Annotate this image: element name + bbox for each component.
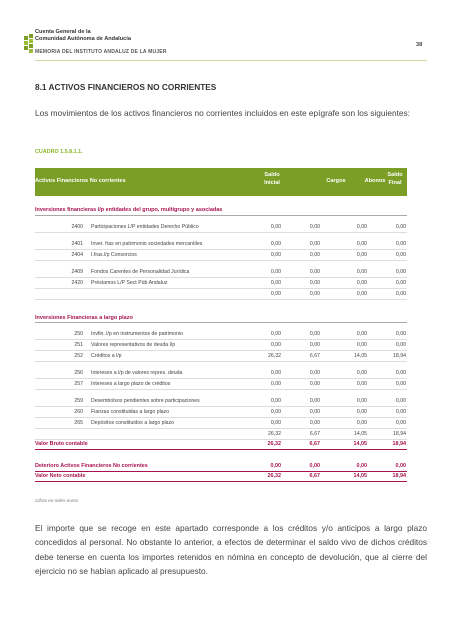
abonos-cell: 0,00 bbox=[356, 251, 367, 258]
saldo-final-cell: 0,00 bbox=[395, 251, 406, 258]
cargos-cell: 0,00 bbox=[309, 223, 320, 230]
group-title-largo-plazo: Inversiones Financieras a largo plazo bbox=[35, 312, 407, 324]
abonos-cell: 0,00 bbox=[356, 331, 367, 337]
table-header bbox=[35, 168, 407, 196]
group-rows-grupo bbox=[35, 216, 407, 289]
saldo-final-cell: 0,00 bbox=[395, 342, 406, 348]
valor-neto-row bbox=[35, 472, 407, 482]
valor-neto-saldo-final: 18,94 bbox=[392, 473, 406, 479]
account-code: 257 bbox=[74, 381, 83, 387]
cargos-cell: 0,00 bbox=[309, 268, 320, 275]
cargos-cell: 0,00 bbox=[309, 331, 320, 337]
abonos-cell: 0,00 bbox=[356, 223, 367, 230]
page-number: 38 bbox=[416, 42, 423, 48]
header-abonos: Abonos bbox=[364, 178, 386, 184]
saldo-final-cell: 0,00 bbox=[395, 370, 406, 376]
table-row bbox=[35, 390, 407, 407]
account-code: 259 bbox=[74, 398, 83, 404]
intro-paragraph: Los movimientos de los activos financieros no corrientes incluidos en este epígrafe son los siguientes: bbox=[35, 108, 410, 118]
cargos-cell: 6,67 bbox=[309, 353, 320, 359]
valor-bruto-saldo-final: 18,94 bbox=[392, 441, 406, 447]
subtotal-row-largo-plazo bbox=[35, 429, 407, 440]
saldo-final-cell: 0,00 bbox=[395, 331, 406, 337]
saldo-inicial-cell: 0,00 bbox=[270, 268, 281, 275]
deterioro-saldo-final: 0,00 bbox=[395, 463, 406, 469]
account-description: Depósitos constituidos a largo plazo bbox=[91, 420, 175, 426]
subtotal-cargos: 0,00 bbox=[309, 290, 320, 297]
account-code: 2404 bbox=[71, 251, 83, 258]
saldo-final-cell: 0,00 bbox=[395, 279, 406, 286]
table-row bbox=[35, 379, 407, 390]
header-divider bbox=[35, 60, 427, 61]
valor-bruto-label: Valor Bruto contable bbox=[35, 441, 88, 447]
valor-bruto-saldo-inicial: 26,32 bbox=[267, 441, 281, 447]
group-rows-largo-plazo bbox=[35, 323, 407, 429]
valor-bruto-abonos: 14,05 bbox=[353, 441, 367, 447]
saldo-inicial-cell: 0,00 bbox=[270, 420, 281, 426]
saldo-inicial-cell: 0,00 bbox=[270, 279, 281, 286]
cargos-cell: 0,00 bbox=[309, 398, 320, 404]
saldo-inicial-cell: 0,00 bbox=[270, 240, 281, 247]
account-description: Intereses a largo plazo de créditos bbox=[91, 381, 171, 387]
table-row bbox=[35, 340, 407, 351]
abonos-cell: 0,00 bbox=[356, 240, 367, 247]
memoria-title: MEMORIA DEL INSTITUTO ANDALUZ DE LA MUJER bbox=[35, 49, 167, 55]
abonos-cell: 0,00 bbox=[356, 370, 367, 376]
subtotal-abonos: 0,00 bbox=[356, 290, 367, 297]
abonos-cell: 14,05 bbox=[354, 353, 367, 359]
table-row bbox=[35, 278, 407, 289]
account-code: 251 bbox=[74, 342, 83, 348]
account-code: 252 bbox=[74, 353, 83, 359]
account-description: Desembolsos pendientes sobre participaciones bbox=[91, 398, 200, 404]
table-row bbox=[35, 261, 407, 278]
subtotal-saldo-final: 0,00 bbox=[395, 290, 406, 297]
account-code: 2420 bbox=[71, 279, 83, 286]
table-row bbox=[35, 250, 407, 261]
abonos-cell: 0,00 bbox=[356, 381, 367, 387]
account-code: 2401 bbox=[71, 240, 83, 247]
account-description: Fianzas constituidas a largo plazo bbox=[91, 409, 170, 415]
financial-assets-table bbox=[35, 168, 407, 482]
subtotal-row-grupo bbox=[35, 289, 407, 300]
abonos-cell: 0,00 bbox=[356, 398, 367, 404]
header-saldo-final-line1: Saldo bbox=[387, 172, 403, 178]
closing-paragraph: El importe que se recoge en este apartado corresponde a los créditos y/o anticipos a largo plazo concedidos al personal. No obstante lo anterior, a efectos de determinar el saldo vivo de dichos créditos debe tenerse en cuenta los importes retenidos en nómina en concepto de devolución, que al cierre del ejercicio no se habían aplicado al presupuesto. bbox=[35, 523, 427, 577]
table-row bbox=[35, 362, 407, 379]
org-line-1: Cuenta General de la bbox=[35, 29, 91, 35]
valor-bruto-cargos: 6,67 bbox=[309, 441, 320, 447]
table-row bbox=[35, 407, 407, 418]
table-row bbox=[35, 351, 407, 362]
saldo-inicial-cell: 0,00 bbox=[270, 223, 281, 230]
valor-neto-label: Valor Neto contable bbox=[35, 473, 86, 479]
cargos-cell: 0,00 bbox=[309, 279, 320, 286]
deterioro-saldo-inicial: 0,00 bbox=[270, 463, 281, 469]
account-description: I.fras.l/p Consorcios bbox=[91, 251, 137, 258]
subtotal-saldo-inicial: 26,32 bbox=[268, 431, 281, 437]
saldo-inicial-cell: 0,00 bbox=[270, 409, 281, 415]
account-description: Préstamos L/P Sect Púb Andaluz bbox=[91, 279, 168, 286]
valor-neto-abonos: 14,05 bbox=[353, 473, 367, 479]
header-title: Activos Financieros No corrientes bbox=[35, 178, 126, 184]
valor-neto-cargos: 6,67 bbox=[309, 473, 320, 479]
deterioro-row bbox=[35, 462, 407, 472]
saldo-inicial-cell: 0,00 bbox=[270, 342, 281, 348]
subtotal-abonos: 14,05 bbox=[354, 431, 367, 437]
table-row bbox=[35, 323, 407, 340]
valor-bruto-row bbox=[35, 440, 407, 450]
saldo-final-cell: 0,00 bbox=[395, 420, 406, 426]
cargos-cell: 0,00 bbox=[309, 409, 320, 415]
saldo-inicial-cell: 26,32 bbox=[268, 353, 281, 359]
account-description: Valores representativos de deuda l/p bbox=[91, 342, 176, 348]
subtotal-saldo-inicial: 0,00 bbox=[270, 290, 281, 297]
section-title: 8.1 ACTIVOS FINANCIEROS NO CORRIENTES bbox=[35, 82, 217, 92]
abonos-cell: 0,00 bbox=[356, 342, 367, 348]
header-saldo-final-line2: Final bbox=[388, 179, 402, 186]
account-description: Participaciones L/P entidades Derecho Público bbox=[91, 223, 199, 230]
account-description: Inver. fras en patrimonio sociedades mercantiles bbox=[91, 240, 203, 247]
cargos-cell: 0,00 bbox=[309, 420, 320, 426]
header-cargos: Cargos bbox=[326, 178, 346, 184]
account-code: 2409 bbox=[71, 268, 83, 275]
account-code: 250 bbox=[74, 331, 83, 337]
header-saldo-inicial-line1: Saldo bbox=[264, 172, 280, 178]
cargos-cell: 0,00 bbox=[309, 381, 320, 387]
table-row bbox=[35, 418, 407, 429]
deterioro-cargos: 0,00 bbox=[309, 463, 320, 469]
account-description: Créditos a l/p bbox=[91, 353, 122, 359]
abonos-cell: 0,00 bbox=[356, 268, 367, 275]
saldo-inicial-cell: 0,00 bbox=[270, 398, 281, 404]
saldo-final-cell: 0,00 bbox=[395, 398, 406, 404]
table-row bbox=[35, 216, 407, 233]
organization-name bbox=[35, 29, 131, 43]
saldo-final-cell: 0,00 bbox=[395, 223, 406, 230]
account-code: 265 bbox=[74, 420, 83, 426]
saldo-final-cell: 0,00 bbox=[395, 409, 406, 415]
cargos-cell: 0,00 bbox=[309, 342, 320, 348]
saldo-inicial-cell: 0,00 bbox=[270, 370, 281, 376]
abonos-cell: 0,00 bbox=[356, 420, 367, 426]
page-header bbox=[0, 0, 452, 62]
saldo-final-cell: 0,00 bbox=[395, 268, 406, 275]
valor-neto-saldo-inicial: 26,32 bbox=[267, 473, 281, 479]
group-title-grupo: Inversiones financieras l/p entidades del grupo, multigrupo y asociadas bbox=[35, 204, 407, 216]
header-saldo-final bbox=[380, 172, 410, 187]
cargos-cell: 0,00 bbox=[309, 370, 320, 376]
units-note: Cifras en miles euros bbox=[35, 498, 79, 503]
org-line-2: Comunidad Autónoma de Andalucía bbox=[35, 36, 131, 42]
saldo-final-cell: 0,00 bbox=[395, 240, 406, 247]
account-description: Fondos Carentes de Personalidad Jurídica bbox=[91, 268, 190, 275]
cargos-cell: 0,00 bbox=[309, 251, 320, 258]
abonos-cell: 0,00 bbox=[356, 279, 367, 286]
cuadro-label: CUADRO 1.5.8.1.1. bbox=[35, 149, 83, 155]
subtotal-cargos: 6,67 bbox=[309, 431, 320, 437]
saldo-inicial-cell: 0,00 bbox=[270, 381, 281, 387]
header-saldo-inicial-line2: Inicial bbox=[264, 179, 280, 186]
account-code: 256 bbox=[74, 370, 83, 376]
account-description: Invfin. l/p en instrumentos de patrimonio bbox=[91, 331, 183, 337]
saldo-final-cell: 18,94 bbox=[393, 353, 406, 359]
saldo-inicial-cell: 0,00 bbox=[270, 251, 281, 258]
account-description: Intereses a l/p de valores repres. deuda bbox=[91, 370, 183, 376]
subtotal-saldo-final: 18,94 bbox=[393, 431, 406, 437]
header-saldo-inicial bbox=[257, 172, 287, 187]
account-code: 2400 bbox=[71, 223, 83, 230]
cargos-cell: 0,00 bbox=[309, 240, 320, 247]
abonos-cell: 0,00 bbox=[356, 409, 367, 415]
deterioro-label: Deterioro Activos Financieros No corrientes bbox=[35, 463, 148, 469]
table-row bbox=[35, 233, 407, 250]
deterioro-abonos: 0,00 bbox=[356, 463, 367, 469]
saldo-inicial-cell: 0,00 bbox=[270, 331, 281, 337]
account-code: 260 bbox=[74, 409, 83, 415]
saldo-final-cell: 0,00 bbox=[395, 381, 406, 387]
